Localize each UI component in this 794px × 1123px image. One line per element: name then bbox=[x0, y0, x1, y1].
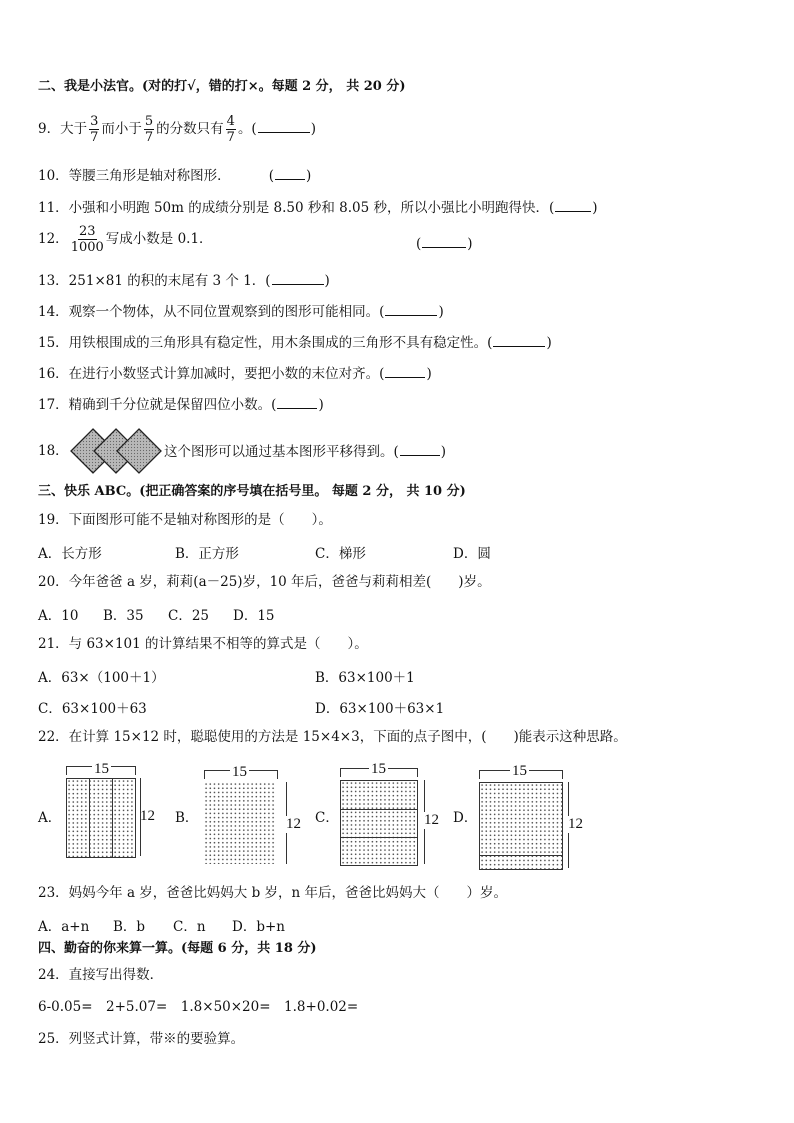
q16-close: ) bbox=[426, 366, 432, 382]
q18-body bbox=[164, 442, 446, 461]
answer-blank[interactable] bbox=[385, 364, 425, 378]
q17-text: 17．精确到千分位就是保留四位小数。( bbox=[38, 397, 277, 413]
q9-f1-denominator: 7 bbox=[90, 130, 99, 145]
question-18 bbox=[38, 442, 69, 460]
question-25: 25．列竖式计算，带※的要验算。 bbox=[38, 1031, 245, 1047]
q9-f1-numerator: 3 bbox=[90, 114, 99, 129]
question-9 bbox=[38, 114, 316, 145]
answer-blank[interactable] bbox=[493, 333, 545, 347]
q9-f3-denominator: 7 bbox=[226, 130, 235, 145]
q19-option-a[interactable]: A．长方形 bbox=[38, 546, 102, 562]
question-12 bbox=[38, 224, 213, 255]
q22-option-d[interactable]: D． bbox=[453, 810, 478, 826]
q9-text-4: 。( bbox=[237, 121, 257, 137]
q22-c-dot-grid bbox=[340, 780, 418, 866]
q22-option-c[interactable]: C． bbox=[315, 810, 339, 826]
q9-f2-denominator: 7 bbox=[144, 130, 154, 145]
question-13 bbox=[38, 271, 330, 290]
q21-option-d[interactable]: D．63×100＋63×1 bbox=[315, 701, 445, 717]
answer-blank[interactable] bbox=[400, 442, 440, 456]
q17-close: ) bbox=[318, 397, 324, 413]
answer-blank[interactable] bbox=[272, 271, 324, 285]
q19-option-b[interactable]: B．正方形 bbox=[175, 546, 239, 562]
q9-number: 9． bbox=[38, 121, 61, 137]
q9-fraction-1 bbox=[89, 114, 99, 145]
q16-text: 16．在进行小数竖式计算加减时，要把小数的末位对齐。( bbox=[38, 366, 385, 382]
q13-text: 13．251×81 的积的末尾有 3 个 1．( bbox=[38, 273, 271, 289]
q22-c-height-label: 12 bbox=[424, 812, 439, 828]
section-heading-2: 二、我是小法官。(对的打√，错的打×。每题 2 分， 共 20 分) bbox=[38, 79, 406, 94]
q22-a-width-label: 15 bbox=[94, 761, 109, 777]
answer-blank[interactable] bbox=[275, 166, 305, 180]
answer-blank[interactable] bbox=[422, 234, 466, 248]
section-heading-3: 三、快乐 ABC。(把正确答案的序号填在括号里。 每题 2 分， 共 10 分) bbox=[38, 484, 466, 499]
q15-text: 15．用铁根围成的三角形具有稳定性，用木条围成的三角形不具有稳定性。( bbox=[38, 335, 493, 351]
q19-option-d[interactable]: D．圆 bbox=[453, 546, 491, 562]
q21-option-b[interactable]: B．63×100＋1 bbox=[315, 670, 415, 686]
q10-open: ( bbox=[268, 168, 274, 184]
q20-option-d[interactable]: D．15 bbox=[233, 608, 275, 624]
q12-text: 写成小数是 0.1． bbox=[105, 231, 213, 247]
q18-number: 18． bbox=[38, 443, 69, 459]
q22-option-a[interactable]: A． bbox=[38, 810, 62, 826]
question-16 bbox=[38, 364, 432, 383]
q22-d-width-label: 15 bbox=[512, 763, 527, 779]
q22-d-height-label: 12 bbox=[568, 816, 583, 832]
q15-close: ) bbox=[546, 335, 552, 351]
q21-option-a[interactable]: A．63×（100＋1） bbox=[38, 670, 165, 686]
answer-blank[interactable] bbox=[258, 119, 310, 133]
q9-text-3: 的分数只有 bbox=[156, 121, 224, 137]
q9-fraction-2 bbox=[144, 114, 154, 145]
q19-option-c[interactable]: C．梯形 bbox=[315, 546, 366, 562]
q23-option-c[interactable]: C．n bbox=[173, 919, 206, 935]
q20-option-a[interactable]: A．10 bbox=[38, 608, 79, 624]
question-21: 21．与 63×101 的计算结果不相等的算式是（ ）。 bbox=[38, 636, 368, 652]
q20-option-c[interactable]: C．25 bbox=[168, 608, 210, 624]
q23-option-d[interactable]: D．b+n bbox=[232, 919, 285, 935]
question-23: 23．妈妈今年 a 岁，爸爸比妈妈大 b 岁，n 年后，爸爸比妈妈大（ ）岁。 bbox=[38, 885, 508, 901]
q22-c-width-label: 15 bbox=[371, 761, 386, 777]
q21-option-c[interactable]: C．63×100＋63 bbox=[38, 701, 147, 717]
question-20: 20．今年爸爸 a 岁，莉莉(a－25)岁，10 年后，爸爸与莉莉相差( )岁。 bbox=[38, 574, 491, 590]
translated-diamonds-figure bbox=[70, 428, 162, 474]
q12-answer bbox=[416, 234, 473, 253]
question-10 bbox=[38, 166, 311, 185]
q10-text: 10．等腰三角形是轴对称图形． bbox=[38, 168, 231, 184]
q12-open: ( bbox=[416, 236, 422, 252]
q14-close: ) bbox=[438, 304, 444, 320]
q20-option-b[interactable]: B．35 bbox=[103, 608, 144, 624]
q18-close: ) bbox=[440, 444, 447, 460]
q9-text-1: 大于 bbox=[60, 121, 88, 137]
q9-text-2: 而小于 bbox=[101, 121, 142, 137]
q12-numerator: 23 bbox=[78, 224, 96, 239]
q22-d-dot-grid bbox=[479, 782, 563, 870]
q23-option-b[interactable]: B．b bbox=[113, 919, 146, 935]
q23-option-a[interactable]: A．a+n bbox=[38, 919, 90, 935]
q22-b-dot-grid bbox=[204, 782, 276, 864]
q22-b-width-label: 15 bbox=[232, 764, 247, 780]
q22-a-height-label: 12 bbox=[140, 808, 155, 824]
question-17 bbox=[38, 395, 324, 414]
q18-text: 这个图形可以通过基本图形平移得到。( bbox=[164, 444, 399, 460]
question-11 bbox=[38, 198, 598, 217]
answer-blank[interactable] bbox=[385, 302, 437, 316]
q12-fraction bbox=[71, 224, 104, 255]
question-14 bbox=[38, 302, 444, 321]
question-19: 19．下面图形可能不是轴对称图形的是（ ）。 bbox=[38, 512, 332, 528]
q9-close: ) bbox=[310, 121, 316, 137]
q12-close: ) bbox=[467, 236, 473, 252]
q11-text: 11．小强和小明跑 50m 的成绩分别是 8.50 秒和 8.05 秒，所以小强比小明跑得快．( bbox=[38, 200, 555, 216]
section-heading-4: 四、勤奋的你来算一算。(每题 6 分，共 18 分) bbox=[38, 941, 317, 956]
q9-f2-numerator: 5 bbox=[144, 114, 154, 129]
q9-f3-numerator: 4 bbox=[226, 114, 235, 129]
q22-a-dot-grid bbox=[66, 778, 136, 858]
question-22: 22．在计算 15×12 时，聪聪使用的方法是 15×4×3，下面的点子图中，( )能表示这种思路。 bbox=[38, 729, 627, 745]
question-24: 24．直接写出得数． bbox=[38, 967, 164, 983]
q24-expressions: 6-0.05= 2+5.07= 1.8×50×20= 1.8+0.02= bbox=[38, 999, 359, 1015]
answer-blank[interactable] bbox=[555, 198, 591, 212]
q13-close: ) bbox=[324, 273, 330, 289]
q14-text: 14．观察一个物体，从不同位置观察到的图形可能相同。( bbox=[38, 304, 385, 320]
q11-close: ) bbox=[592, 200, 598, 216]
q12-denominator: 1000 bbox=[70, 240, 104, 255]
q10-close: ) bbox=[305, 168, 312, 184]
question-15 bbox=[38, 333, 552, 352]
answer-blank[interactable] bbox=[277, 395, 317, 409]
q22-b-height-label: 12 bbox=[286, 816, 301, 832]
q12-number: 12． bbox=[38, 231, 69, 247]
q9-fraction-3 bbox=[226, 114, 236, 145]
q22-option-b[interactable]: B． bbox=[175, 810, 199, 826]
